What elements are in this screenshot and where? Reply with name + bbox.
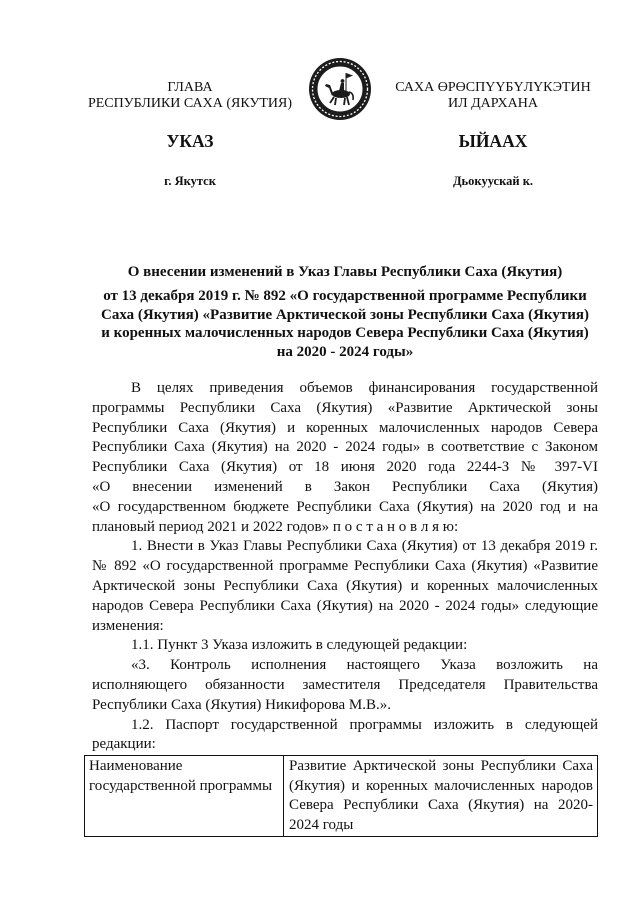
place-sakha: Дьокуускай к. (452, 174, 534, 188)
body-paragraph (92, 379, 598, 537)
title-line: Саха (Якутия) «Развитие Арктической зоны Республики Саха (Якутия) (101, 306, 589, 323)
table-cell-line: 2024 годы (289, 817, 354, 834)
issuer-header-sakha (383, 80, 603, 112)
table-cell-line: Наименование (89, 758, 183, 774)
decree-body (92, 379, 598, 755)
table-cell-value (284, 756, 597, 836)
title-line: и коренных малочисленных народов Севера Республики Саха (Якутия) (101, 325, 589, 341)
title-line: на 2020 - 2024 годы» (276, 343, 414, 360)
body-line: исполняющего обязанности заместителя Председателя Правительства (92, 676, 598, 693)
issuer-line-1: ГЛАВА (167, 80, 213, 95)
decree-title (92, 263, 598, 361)
body-line: Республики Саха (Якутия) и коренных малочисленных народов Севера (92, 419, 598, 436)
issuer-sakha-line-1: САХА ӨРӨСПҮҮБҮЛҮКЭТИН (395, 80, 591, 95)
body-line: плановый период 2021 и 2022 годов» п о с т а н о в л я ю: (92, 518, 459, 535)
body-line: 1.2. Паспорт государственной программы изложить в следующей (131, 716, 598, 733)
coat-of-arms-emblem (308, 57, 372, 121)
body-line: 1. Внести в Указ Главы Республики Саха (Якутия) от 13 декабря 2019 г. (131, 538, 598, 555)
body-line: Арктической зоны Республики Саха (Якутия) и коренных малочисленных (92, 577, 598, 594)
body-paragraph (92, 636, 598, 656)
body-line: В целях приведения объемов финансирования государственной (131, 380, 598, 396)
body-line: изменения: (92, 617, 164, 634)
table-cell-label (85, 756, 284, 836)
issuer-line-2: РЕСПУБЛИКИ САХА (ЯКУТИЯ) (87, 96, 293, 111)
place-russian: г. Якутск (164, 174, 216, 188)
body-line: «О внесении изменений в Закон Республики Саха (Якутия) (92, 478, 598, 495)
body-line: программы Республики Саха (Якутия) «Развитие Арктической зоны (92, 399, 598, 416)
doc-type-sakha: ЫЙААХ (458, 131, 528, 151)
table-cell-line: государственной программы (89, 777, 273, 794)
doc-type-russian: УКАЗ (166, 131, 214, 151)
body-line: народов Севера Республики Саха (Якутия) на 2020 - 2024 годы» следующие (92, 597, 598, 614)
body-paragraph (92, 716, 598, 756)
title-line: О внесении изменений в Указ Главы Республики Саха (Якутия) (127, 264, 563, 280)
title-line: от 13 декабря 2019 г. № 892 «О государственной программе Республики (103, 288, 587, 304)
program-passport-table (84, 755, 598, 837)
table-cell-line: Севера Республики Саха (Якутия) на 2020- (289, 797, 593, 814)
table-cell-line: (Якутия) и коренных малочисленных народов (289, 777, 593, 794)
issuer-sakha-line-2: ИЛ ДАРХАНА (447, 96, 538, 111)
body-line: Республики Саха (Якутия) Никифорова М.В.». (92, 696, 391, 713)
body-line: «О государственном бюджете Республики Саха (Якутия) на 2020 год и на (92, 498, 598, 515)
body-line: Республики Саха (Якутия) на 2020 - 2024 годы» в соответствие с Законом (92, 439, 598, 456)
body-paragraph (92, 656, 598, 715)
body-line: Республики Саха (Якутия) от 18 июня 2020 года 2244-З № 397-VI (92, 459, 598, 476)
body-line: «3. Контроль исполнения настоящего Указа возложить на (131, 657, 598, 674)
body-line: редакции: (92, 736, 156, 753)
table-cell-line: Развитие Арктической зоны Республики Саха (289, 758, 593, 774)
body-line: № 892 «О государственной программе Республики Саха (Якутия) «Развитие (92, 558, 598, 575)
body-line: 1.1. Пункт 3 Указа изложить в следующей редакции: (131, 637, 468, 654)
issuer-header-russian (80, 80, 300, 112)
body-paragraph (92, 537, 598, 636)
